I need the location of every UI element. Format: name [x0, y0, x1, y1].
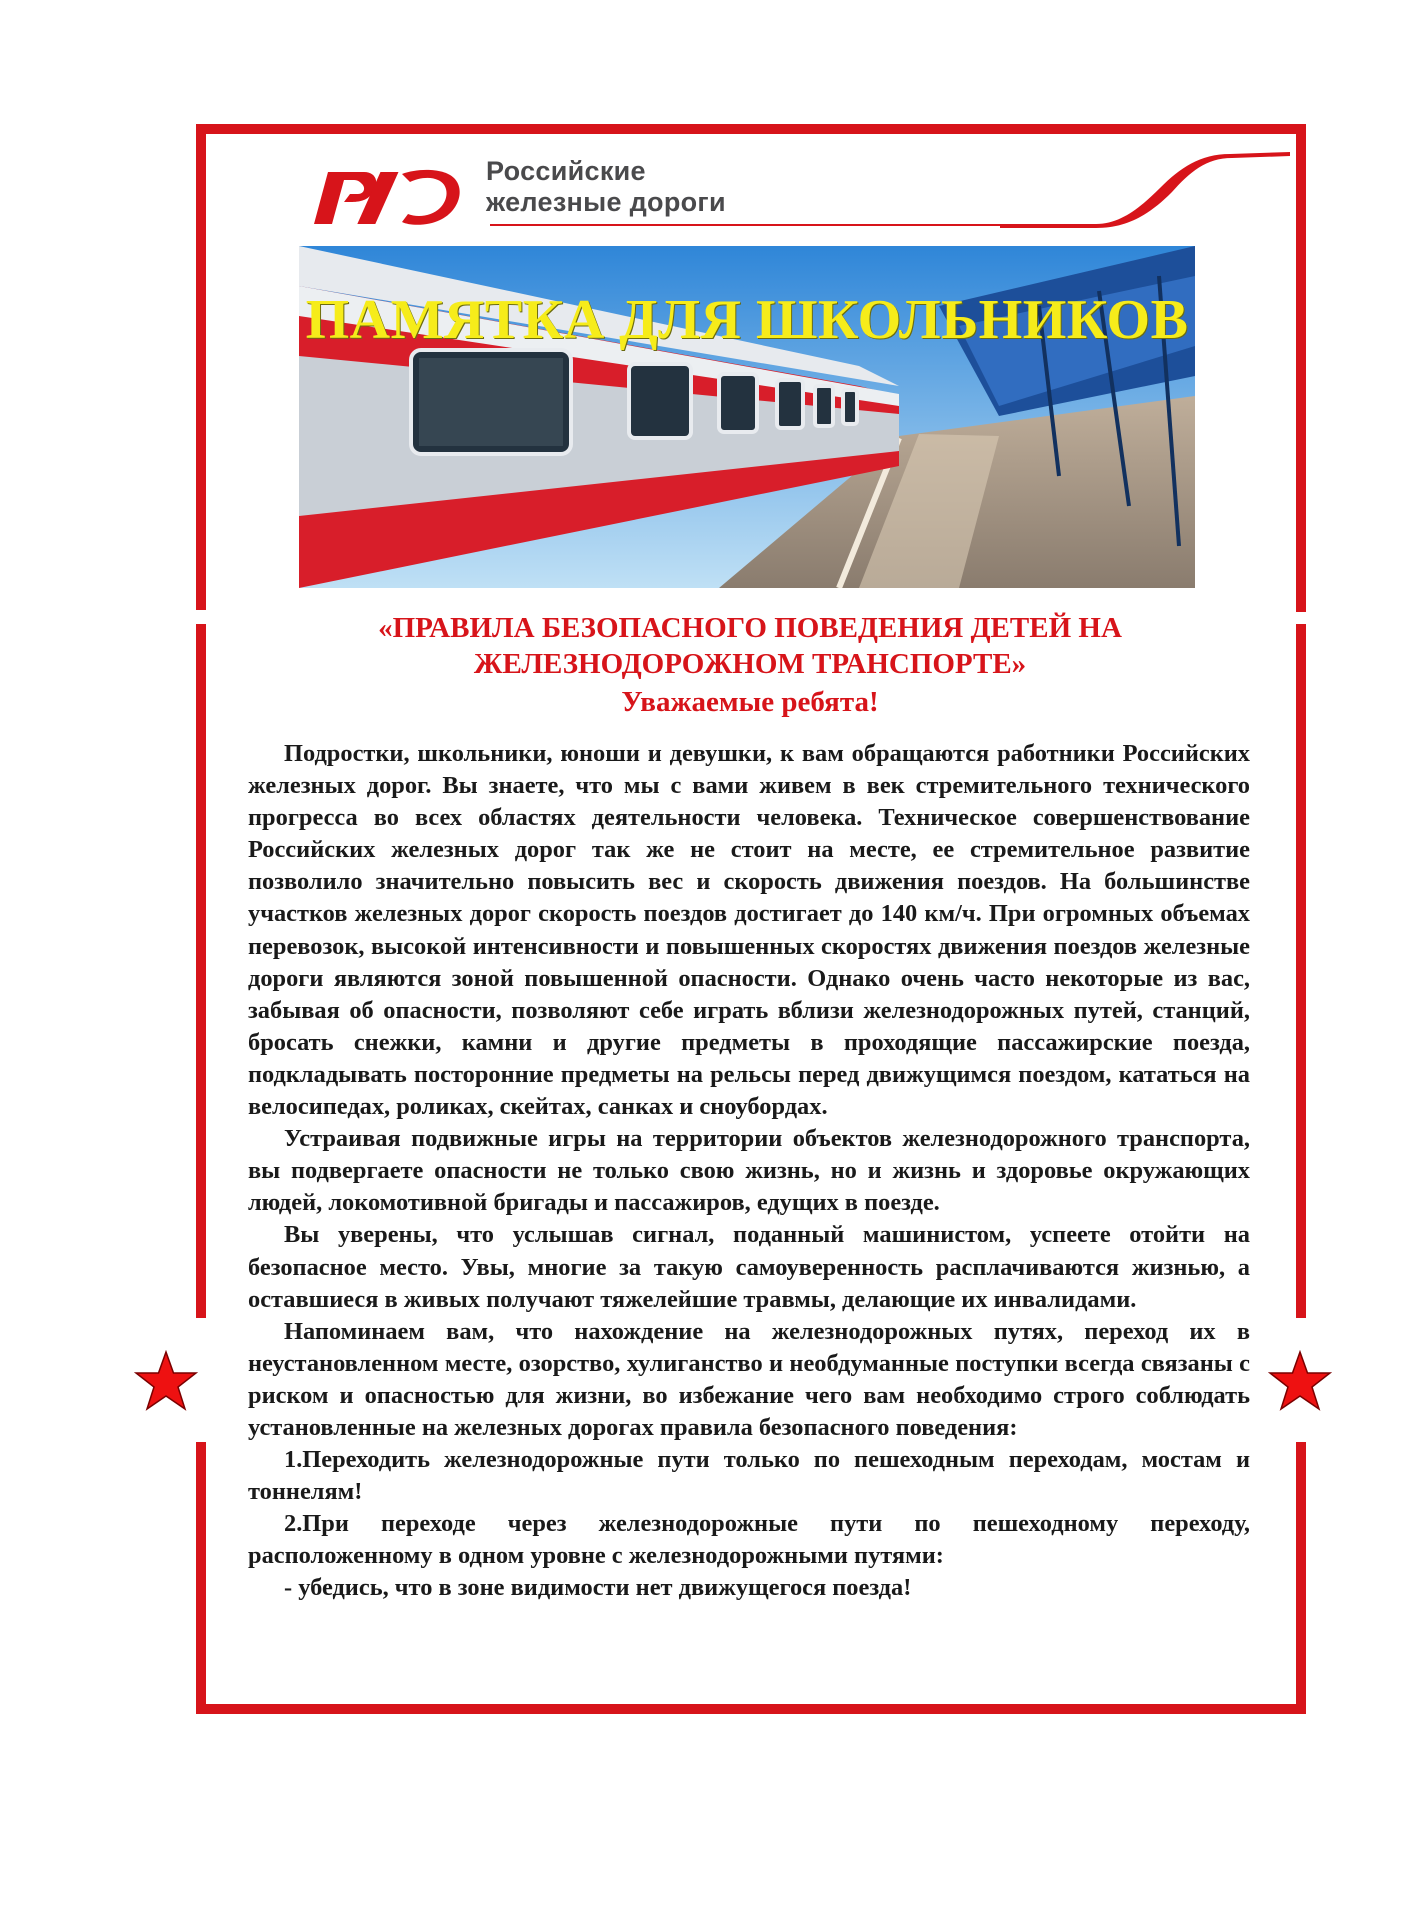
paragraph: Напоминаем вам, что нахождение на железнодорожных путях, переход их в неустановленном месте, озорство, хулиганство и необдуманные поступки всегда связаны с риском и опасностью для жизни, во избежание чего вам необходимо строго соблюдать установленные на железных дорогах правила безопасного поведения:: [248, 1317, 1250, 1441]
red-star-icon: [1268, 1350, 1332, 1414]
brand-name: [486, 156, 726, 218]
rule-item: 2.При переходе через железнодорожные пути по пешеходному переходу, расположенному в одном уровне с железнодорожными путями:: [248, 1510, 1250, 1570]
paragraph: Устраивая подвижные игры на территории объектов железнодорожного транспорта, вы подвергаете опасности не только свою жизнь, но и жизнь и здоровье окружающих людей, локомотивной бригады и пассажиров, едущих в поезде.: [248, 1125, 1250, 1217]
body-text: [248, 738, 1250, 1605]
greeting: Уважаемые ребята!: [621, 686, 879, 718]
rzd-logo-icon: [306, 152, 474, 228]
paragraph: Вы уверены, что услышав сигнал, поданный машинистом, успеете отойти на безопасное место. Увы, многие за такую самоуверенность расплачиваются жизнью, а оставшиеся в живых получают тяжелейшие травмы, делающие их инвалидами.: [248, 1221, 1250, 1313]
title-line-1: «ПРАВИЛА БЕЗОПАСНОГО ПОВЕДЕНИЯ ДЕТЕЙ НА: [378, 612, 1122, 644]
document-title: [250, 610, 1250, 682]
rule-item: 1.Переходить железнодорожные пути только по пешеходным переходам, мостам и тоннелям!: [248, 1446, 1250, 1506]
brand-line-2: железные дороги: [486, 187, 726, 217]
train-photo: [299, 246, 1195, 588]
paragraph: Подростки, школьники, юноши и девушки, к вам обращаются работники Российских железных дорог. Вы знаете, что мы с вами живем в век стремительного технического прогресса во всех областях деятельности человека. Техническое совершенствование Российских железных дорог так же не стоит на месте, ее стремительное развитие позволило значительно повысить вес и скорость движения поездов. На большинстве участков железных дорог скорость поездов достигает до 140 км/ч. При огромных объемах перевозок, высокой интенсивности и повышенных скоростях движения поездов железные дороги являются зоной повышенной опасности. Однако очень часто некоторые из вас, забывая об опасности, позволяют себе играть вблизи железнодорожных путей, станций, бросать снежки, камни и другие предметы в проходящие пассажирские поезда, подкладывать посторонние предметы на рельсы перед движущимся поездом, кататься на велосипедах, роликах, скейтах, санках и сноубордах.: [248, 740, 1250, 1121]
rule-subitem: - убедись, что в зоне видимости нет движущегося поезда!: [284, 1574, 912, 1602]
banner-title: ПАМЯТКА ДЛЯ ШКОЛЬНИКОВ: [305, 289, 1189, 351]
title-line-2: ЖЕЛЕЗНОДОРОЖНОМ ТРАНСПОРТЕ»: [473, 648, 1027, 680]
frame-gap-right: [1290, 612, 1312, 624]
red-star-icon: [134, 1350, 198, 1414]
frame-gap-left: [190, 610, 212, 624]
brand-line-1: Российские: [486, 156, 646, 186]
header-swoosh: [1000, 148, 1290, 230]
